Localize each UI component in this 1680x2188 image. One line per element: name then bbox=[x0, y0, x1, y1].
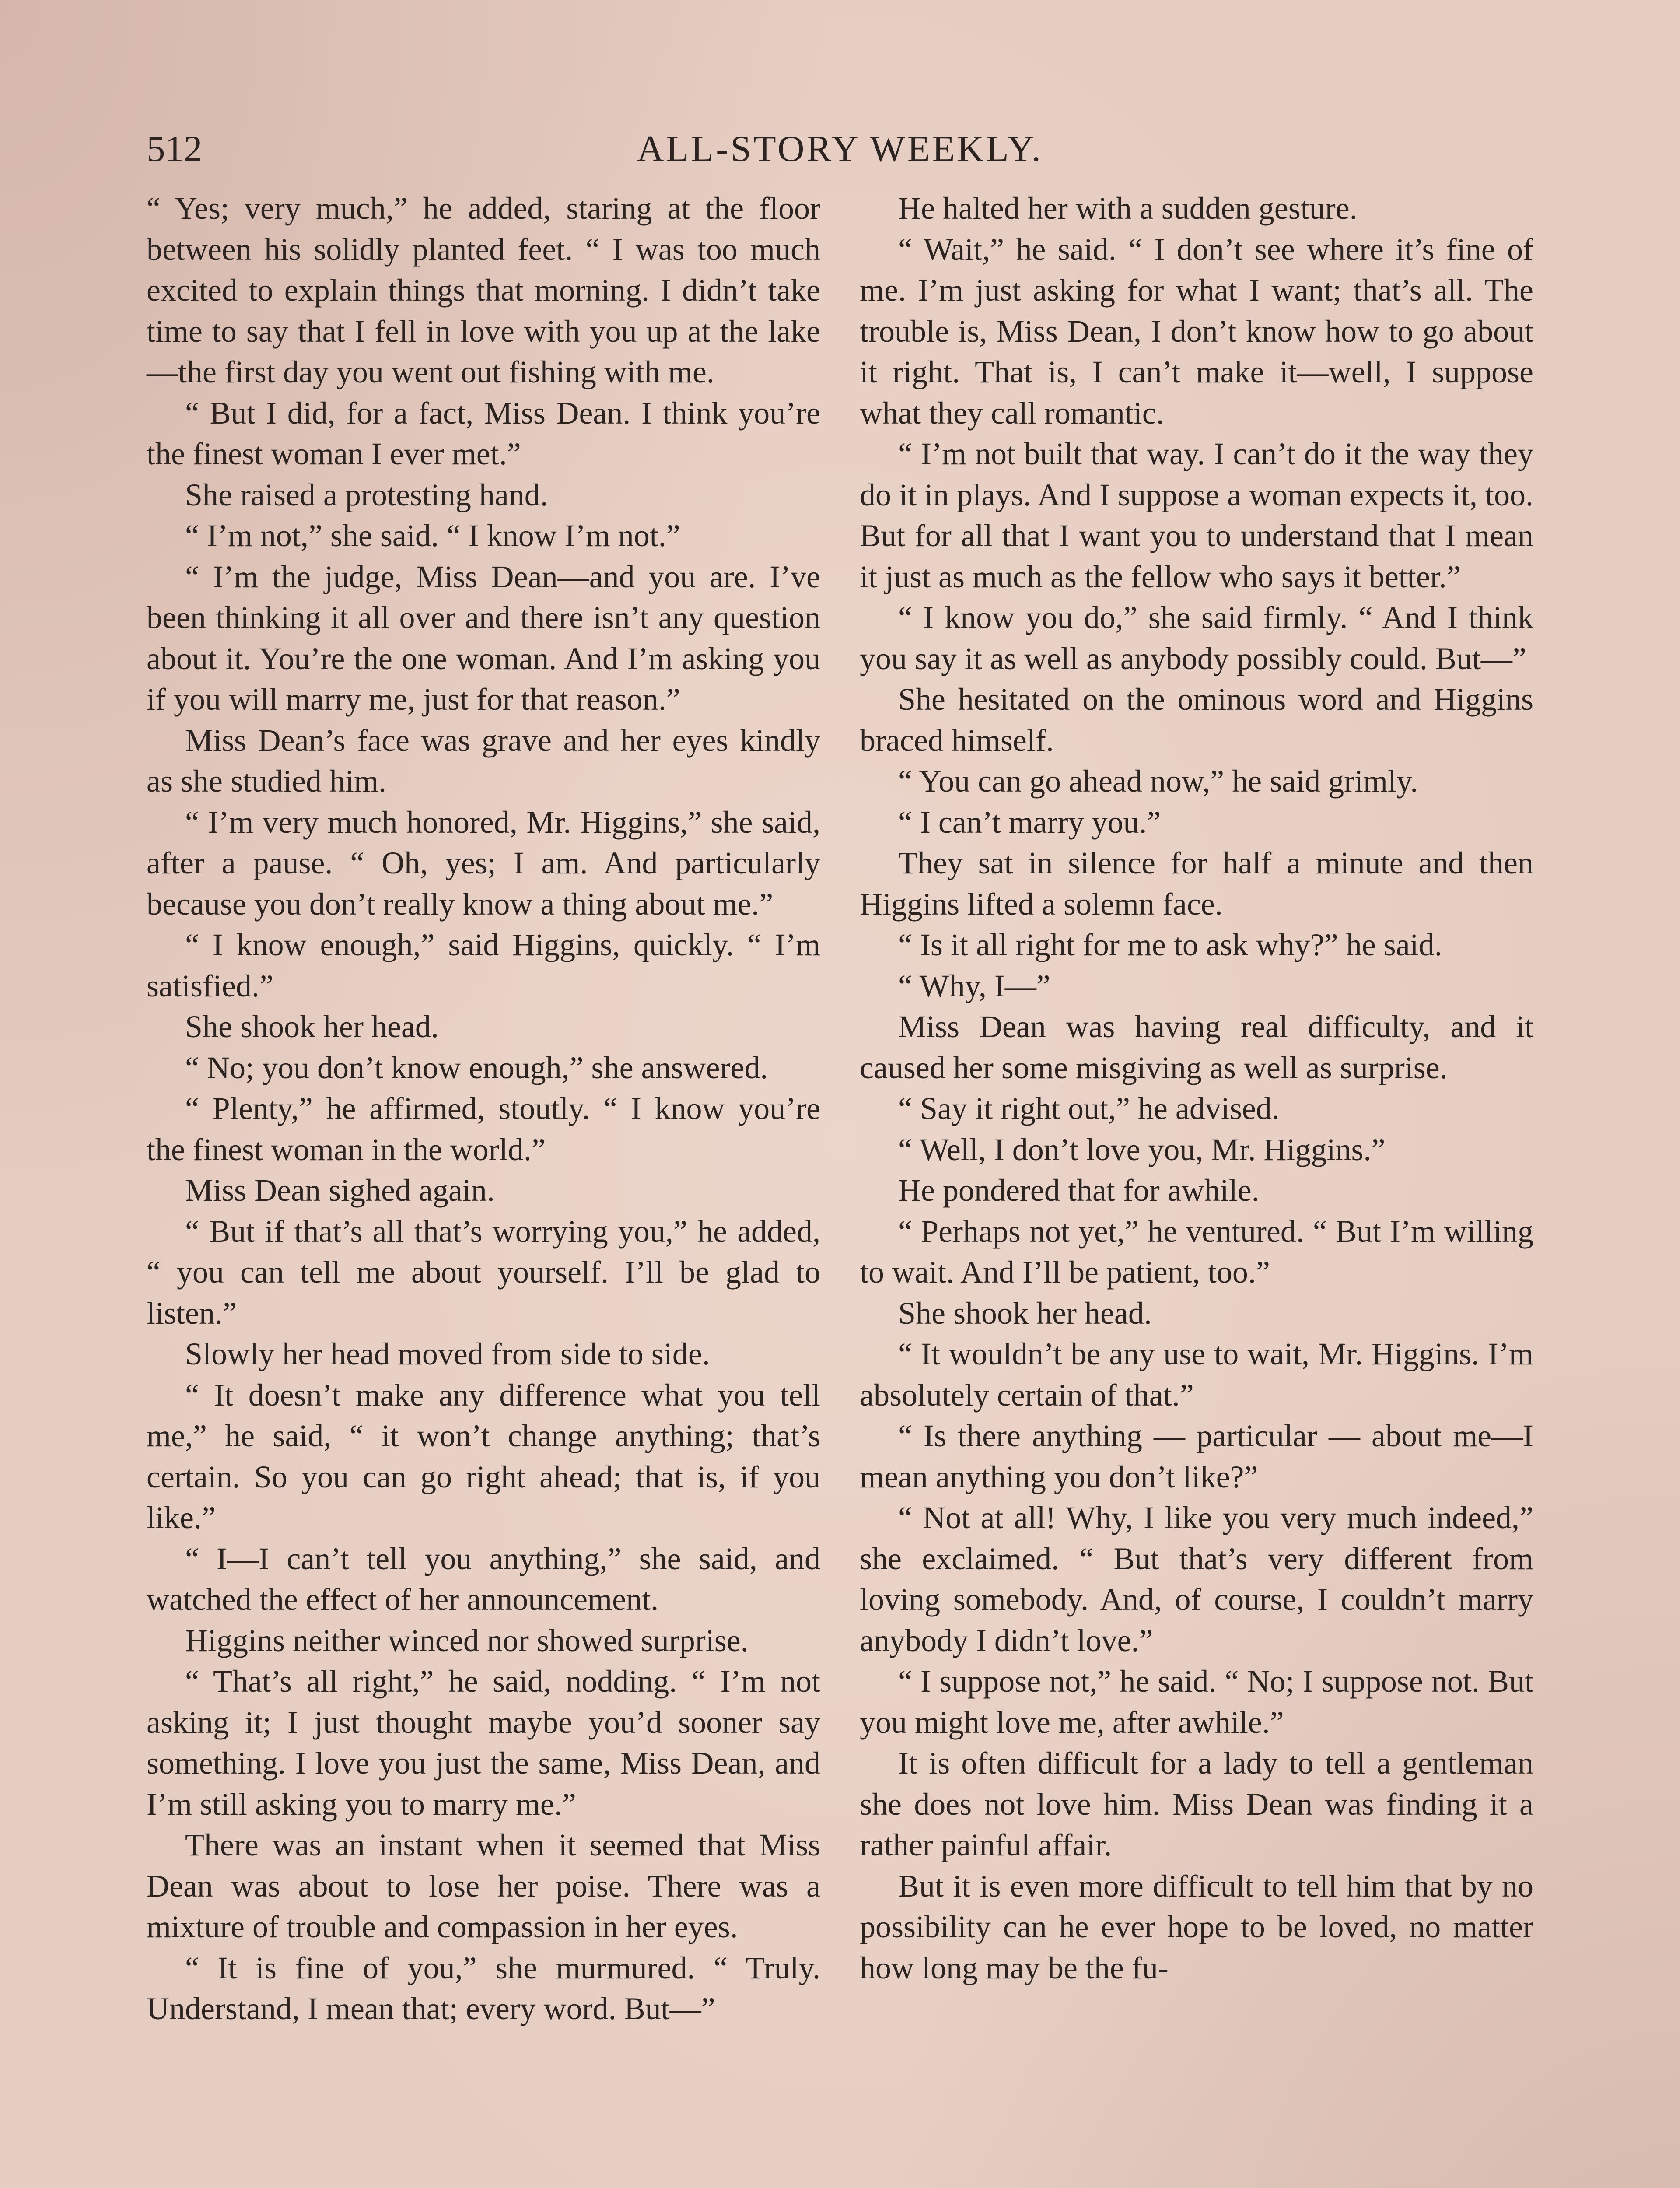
paragraph: Higgins neither winced nor showed surprise. bbox=[185, 1623, 749, 1658]
paragraph: “ Not at all! Why, I like you very much indeed,” she exclaimed. “ But that’s very different from loving somebody. And, of course, I couldn’t marry anybody I didn’t love.” bbox=[860, 1500, 1533, 1658]
paragraph: “ Wait,” he said. “ I don’t see where it’s fine of me. I’m just asking for what I want; that’s all. The trouble is, Miss Dean, I don’t know how to go about it right. That is, I can’t make it—well, I suppose what they call romantic. bbox=[860, 231, 1533, 431]
paragraph: “ I can’t marry you.” bbox=[898, 804, 1161, 840]
paragraph: They sat in silence for half a minute and then Higgins lifted a solemn face. bbox=[860, 845, 1533, 922]
right-column bbox=[860, 188, 1533, 1988]
paragraph: But it is even more difficult to tell him that by no possibility can he ever hope to be loved, no matter how long may be the fu- bbox=[860, 1868, 1533, 1985]
paragraph: “ I suppose not,” he said. “ No; I suppose not. But you might love me, after awhile.” bbox=[860, 1664, 1533, 1740]
paragraph: “ It is fine of you,” she murmured. “ Truly. Understand, I mean that; every word. But—” bbox=[147, 1950, 820, 2026]
paragraph: She shook her head. bbox=[185, 1009, 439, 1044]
paragraph: “ Is there anything — particular — about me—I mean anything you don’t like?” bbox=[860, 1418, 1533, 1494]
paragraph: “ I’m not built that way. I can’t do it the way they do it in plays. And I suppose a woman expects it, too. But for all that I want you to understand that I mean it just as much as the fellow who says it better.” bbox=[860, 436, 1533, 594]
paragraph: “ But I did, for a fact, Miss Dean. I think you’re the finest woman I ever met.” bbox=[147, 395, 820, 471]
paragraph: “ Perhaps not yet,” he ventured. “ But I’m willing to wait. And I’ll be patient, too.” bbox=[860, 1213, 1533, 1290]
paragraph: Miss Dean was having real difficulty, and it caused her some misgiving as well as surprise. bbox=[860, 1009, 1533, 1085]
paragraph: She hesitated on the ominous word and Higgins braced himself. bbox=[860, 682, 1533, 758]
paragraph: “ I know you do,” she said firmly. “ And I think you say it as well as anybody possibly could. But—” bbox=[860, 600, 1533, 676]
paragraph: “ I’m the judge, Miss Dean—and you are. I’ve been thinking it all over and there isn’t any question about it. You’re the one woman. And I’m asking you if you will marry me, just for that reason.” bbox=[147, 559, 820, 717]
paragraph: “ I—I can’t tell you anything,” she said, and watched the effect of her announcement. bbox=[147, 1541, 820, 1617]
paragraph: “ I’m very much honored, Mr. Higgins,” she said, after a pause. “ Oh, yes; I am. And particularly because you don’t really know a thing about me.” bbox=[147, 804, 820, 922]
paragraph: “ I’m not,” she said. “ I know I’m not.” bbox=[185, 518, 680, 553]
paragraph: It is often difficult for a lady to tell a gentleman she does not love him. Miss Dean was finding it a rather painful affair. bbox=[860, 1746, 1533, 1862]
paragraph: “ Why, I—” bbox=[898, 968, 1050, 1003]
paragraph: There was an instant when it seemed that Miss Dean was about to lose her poise. There was a mixture of trouble and compassion in her eyes. bbox=[147, 1827, 820, 1944]
paragraph: He pondered that for awhile. bbox=[898, 1173, 1260, 1208]
paragraph: “ But if that’s all that’s worrying you,” he added, “ you can tell me about yourself. I’ll be glad to listen.” bbox=[147, 1213, 820, 1331]
page-number: 512 bbox=[147, 128, 203, 169]
paragraph: “ Plenty,” he affirmed, stoutly. “ I know you’re the finest woman in the world.” bbox=[147, 1091, 820, 1167]
paragraph: “ It wouldn’t be any use to wait, Mr. Higgins. I’m absolutely certain of that.” bbox=[860, 1336, 1533, 1413]
left-column bbox=[147, 188, 820, 2030]
paragraph: “ No; you don’t know enough,” she answered. bbox=[185, 1050, 768, 1085]
paragraph: She raised a protesting hand. bbox=[185, 477, 548, 512]
paragraph: “ It doesn’t make any difference what you tell me,” he said, “ it won’t change anything; that’s certain. So you can go right ahead; that is, if you like.” bbox=[147, 1377, 820, 1535]
paragraph: “ Is it all right for me to ask why?” he said. bbox=[898, 927, 1442, 962]
paragraph: Miss Dean sighed again. bbox=[185, 1173, 495, 1208]
page-header bbox=[147, 125, 1533, 173]
paragraph: “ Well, I don’t love you, Mr. Higgins.” bbox=[898, 1132, 1386, 1167]
magazine-title: ALL-STORY WEEKLY. bbox=[637, 128, 1043, 169]
paragraph: “ Yes; very much,” he added, staring at the floor between his solidly planted feet. “ I was too much excited to explain things that morning. I didn’t take time to say that I fell in love with you up at the lake—the first day you went out fishing with me. bbox=[147, 191, 820, 389]
paragraph: Miss Dean’s face was grave and her eyes kindly as she studied him. bbox=[147, 722, 820, 799]
paragraph: Slowly her head moved from side to side. bbox=[185, 1336, 710, 1371]
paragraph: “ I know enough,” said Higgins, quickly. “ I’m satisfied.” bbox=[147, 927, 820, 1003]
paragraph: “ You can go ahead now,” he said grimly. bbox=[898, 764, 1418, 799]
paragraph: She shook her head. bbox=[898, 1295, 1152, 1331]
paragraph: “ That’s all right,” he said, nodding. “ I’m not asking it; I just thought maybe you’d sooner say something. I love you just the same, Miss Dean, and I’m still asking you to marry me.” bbox=[147, 1664, 820, 1822]
paragraph: He halted her with a sudden gesture. bbox=[898, 191, 1358, 226]
paragraph: “ Say it right out,” he advised. bbox=[898, 1091, 1280, 1126]
